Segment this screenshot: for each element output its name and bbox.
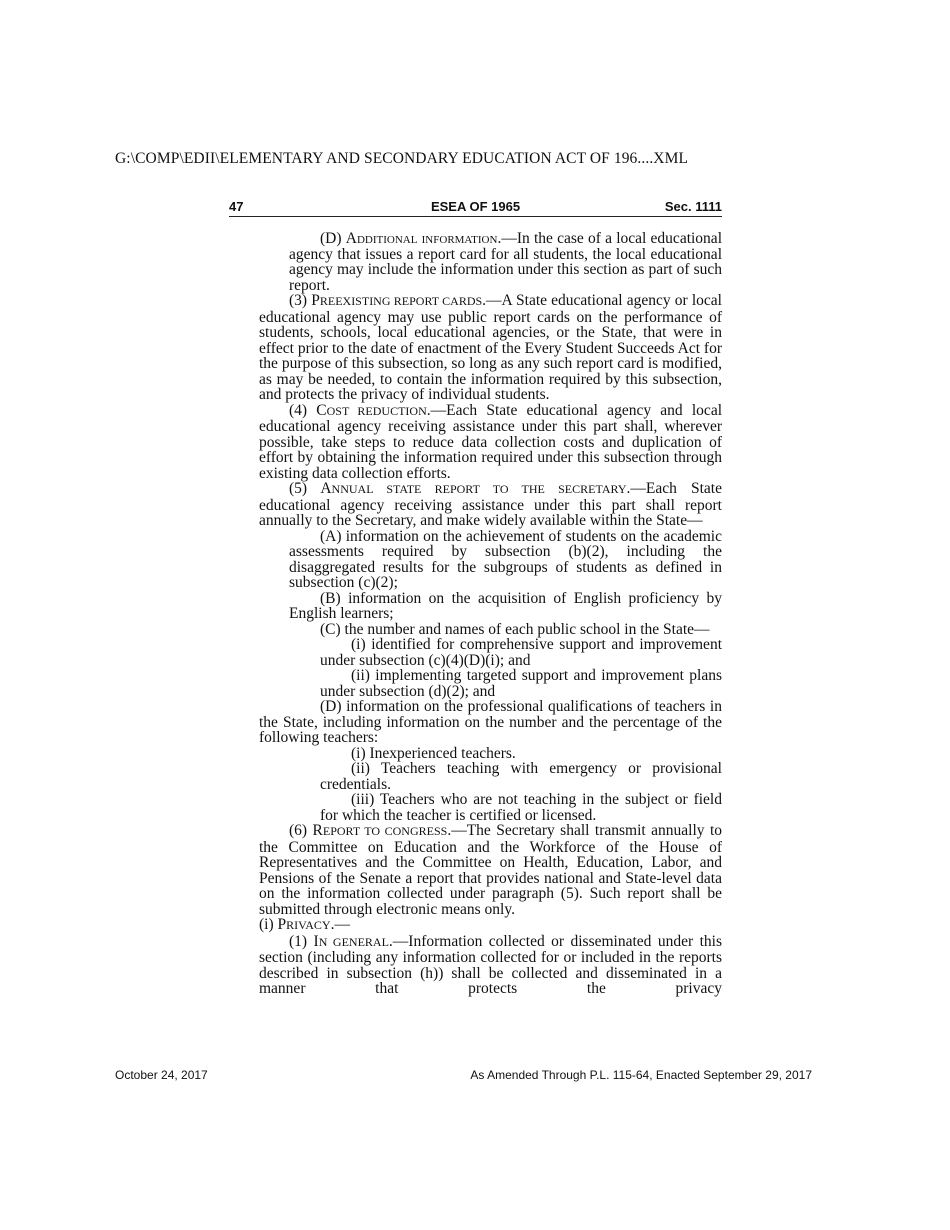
paragraph-h5 [259, 481, 722, 529]
running-header [229, 198, 722, 217]
para-text: .—A State educational agency or local educational agency may use public report cards on the performance of students, schools, local educational agencies, or the State, that were in effect prior to the date of enactment of the Every Student Succeeds Act for the purpose of this subsection, so long as any such report card is modified, as may be needed, to contain the information required by this subsection, and protects the privacy of individual students. [259, 292, 722, 403]
para-heading-initial: A [320, 480, 332, 497]
para-num: (3) [289, 292, 312, 309]
page-title: ESEA OF 1965 [430, 199, 521, 214]
para-heading-initial: R [312, 822, 323, 839]
para-text: .—Each State educational agency and local educational agency receiving assistance under this part shall, wherever possible, take steps to reduce data collection costs and duplication of effort by obtaining the information required under this subsection through existing data collection efforts. [259, 401, 722, 482]
para-text: .— [330, 916, 350, 933]
para-num: (5) [289, 480, 321, 497]
para-heading: EPORT TO CONGRESS [322, 824, 448, 838]
para-heading-initial: C [316, 401, 327, 419]
para-heading: Additional information [345, 230, 498, 247]
paragraph-h5-a: (A) information on the achievement of students on the academic assessments required by subsection (b)(2), including the disaggregated results for the subgroups of students as defined in subsection (c)(2); [289, 527, 722, 591]
file-path: G:\COMP\EDII\ELEMENTARY AND SECONDARY EDUCATION ACT OF 196....XML [115, 150, 689, 167]
para-text: .—The Secretary shall transmit annually to the Committee on Education and the Workforce of the House of Representatives and the Committee on Health, Education, Labor, and Pensions of the Senate a report that provides national and State-level data on the information collected under paragraph (5). Such report shall be submitted through electronic means only. [259, 822, 723, 918]
subsection-i [259, 917, 722, 934]
paragraph-h6 [259, 823, 722, 917]
para-heading: RIVACY [286, 918, 331, 932]
para-heading: NNUAL STATE REPORT TO THE SECRETARY [331, 482, 627, 496]
page-number: 47 [229, 199, 244, 214]
para-heading-initial: P [311, 292, 320, 309]
para-text: .—Each State educational agency receiving assistance under this part shall report annually to the Secretary, and make widely available within the State— [259, 480, 722, 529]
paragraph-h5-c-i: (i) identified for comprehensive support and improvement under subsection (c)(4)(D)(i); and [320, 636, 722, 669]
para-num: (4) [289, 401, 317, 419]
paragraph-h5-c-ii: (ii) implementing targeted support and improvement plans under subsection (d)(2); and [320, 667, 722, 700]
paragraph-h5-d-ii: (ii) Teachers teaching with emergency or provisional credentials. [320, 760, 722, 793]
para-text: .—Information collected or disseminated under this section (including any information collected for or included in the reports described in subsection (h)) shall be collected and disseminated in a manner that protects the privacy [259, 932, 722, 997]
footer-date: October 24, 2017 [115, 1068, 208, 1082]
para-heading-initial: I [313, 932, 319, 950]
section-number: Sec. 1111 [664, 199, 722, 214]
para-heading: OST REDUCTION [326, 403, 427, 418]
paragraph-h4-d [259, 231, 722, 293]
paragraph-h3 [259, 293, 722, 403]
para-heading: REEXISTING REPORT CARDS [319, 294, 483, 308]
para-num: (1) [289, 932, 314, 950]
para-num: (i) [259, 916, 278, 933]
paragraph-h5-d: (D) information on the professional qualifications of teachers in the State, including information on the number and the percentage of the following teachers: [259, 698, 722, 746]
paragraph-h5-c: (C) the number and names of each public school in the State— [320, 620, 710, 638]
para-heading-initial: P [277, 916, 287, 933]
para-num: (D) [320, 230, 346, 247]
document-body [259, 231, 722, 997]
paragraph-h5-b: (B) information on the acquisition of English proficiency by English learners; [289, 589, 722, 622]
footer-amended: As Amended Through P.L. 115-64, Enacted September 29, 2017 [470, 1068, 812, 1082]
para-text: .—In the case of a local educational agency that issues a report card for all students, the local educational agency may include the information under this section as part of such report. [289, 230, 722, 294]
paragraph-h5-d-iii: (iii) Teachers who are not teaching in the subject or field for which the teacher is certified or licensed. [320, 791, 722, 824]
paragraph-h4 [259, 403, 722, 482]
para-heading: N GENERAL [318, 934, 389, 949]
paragraph-i1 [259, 934, 722, 997]
paragraph-h5-d-i: (i) Inexperienced teachers. [351, 744, 516, 762]
para-num: (6) [289, 822, 313, 839]
